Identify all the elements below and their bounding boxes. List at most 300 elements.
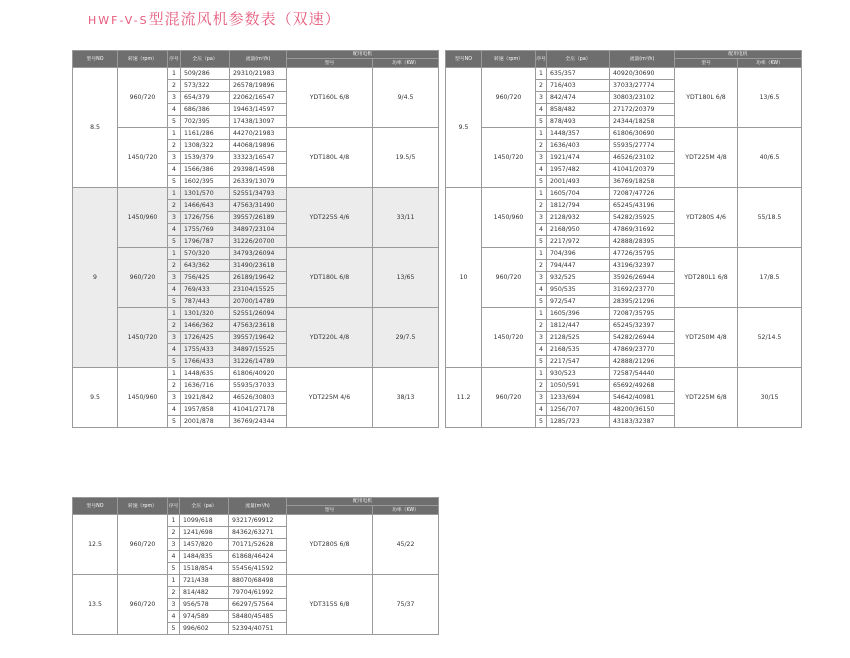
seq-cell: 2 [168,380,181,392]
table-row [73,515,439,527]
flow-cell: 93217/69912 [229,515,287,527]
seq-cell: 2 [168,587,180,599]
pressure-cell: 769/433 [181,284,230,296]
spec-table-right [445,50,802,428]
speed-cell: 960/720 [482,368,536,428]
col-header-speed: 转速（rpm） [118,51,168,68]
flow-cell: 22062/16547 [230,92,287,104]
seq-cell: 3 [536,332,547,344]
power-cell: 13/65 [373,248,439,308]
seq-cell: 1 [168,368,181,380]
pressure-cell: 2168/950 [547,224,610,236]
flow-cell: 47726/35795 [610,248,675,260]
pressure-cell: 1726/756 [181,212,230,224]
seq-cell: 5 [168,296,181,308]
flow-cell: 30803/23102 [610,92,675,104]
motor-model-cell: YDT280S 4/6 [675,188,738,248]
col-header-pressure: 全压（pa） [180,498,229,515]
flow-cell: 54282/35925 [610,212,675,224]
pressure-cell: 2128/932 [547,212,610,224]
seq-cell: 4 [536,284,547,296]
pressure-cell: 654/379 [181,92,230,104]
pressure-cell: 635/357 [547,68,610,80]
seq-cell: 5 [536,116,547,128]
seq-cell: 4 [536,344,547,356]
speed-cell: 1450/720 [118,128,168,188]
header-row [73,498,439,506]
table-row [73,68,439,80]
flow-cell: 26339/13079 [230,176,287,188]
seq-cell: 5 [536,296,547,308]
flow-cell: 47563/31490 [230,200,287,212]
flow-cell: 28395/21296 [610,296,675,308]
seq-cell: 1 [168,248,181,260]
flow-cell: 31226/14789 [230,356,287,368]
col-header-speed: 转速（rpm） [482,51,536,68]
flow-cell: 65245/32397 [610,320,675,332]
flow-cell: 65692/49268 [610,380,675,392]
seq-cell: 2 [168,140,181,152]
flow-cell: 20700/14789 [230,296,287,308]
pressure-cell: 2001/493 [547,176,610,188]
seq-cell: 5 [168,416,181,428]
flow-cell: 34793/26094 [230,248,287,260]
power-cell: 38/13 [373,368,439,428]
seq-cell: 1 [168,128,181,140]
pressure-cell: 1812/447 [547,320,610,332]
pressure-cell: 2001/878 [181,416,230,428]
col-header-motor: 配用电机 [287,51,439,59]
power-cell: 40/6.5 [738,128,802,188]
table-row [73,575,439,587]
col-header-flow: 流量(m³/h) [229,498,287,515]
pressure-cell: 1161/286 [181,128,230,140]
motor-model-cell: YDT225M 4/8 [675,128,738,188]
pressure-cell: 686/386 [181,104,230,116]
flow-cell: 19463/14597 [230,104,287,116]
motor-model-cell: YDT180L 4/8 [287,128,373,188]
pressure-cell: 1256/707 [547,404,610,416]
flow-cell: 34897/15525 [230,344,287,356]
motor-model-cell: YDT160L 6/8 [287,68,373,128]
flow-cell: 66297/57564 [229,599,287,611]
flow-cell: 52551/26094 [230,308,287,320]
table-row [73,248,439,260]
seq-cell: 3 [536,212,547,224]
seq-cell: 3 [536,152,547,164]
flow-cell: 79704/61992 [229,587,287,599]
seq-cell: 5 [168,623,180,635]
seq-cell: 1 [536,368,547,380]
flow-cell: 43196/32397 [610,260,675,272]
seq-cell: 1 [168,188,181,200]
pressure-cell: 1518/854 [180,563,229,575]
col-header-motor-model: 型号 [675,59,738,68]
model-no-cell: 10 [446,188,482,368]
motor-model-cell: YDT180L 6/8 [675,68,738,128]
pressure-cell: 787/443 [181,296,230,308]
col-header-seq: 序号 [168,51,181,68]
flow-cell: 47869/31692 [610,224,675,236]
flow-cell: 34897/23104 [230,224,287,236]
col-header-seq: 序号 [536,51,547,68]
flow-cell: 26578/19896 [230,80,287,92]
speed-cell: 960/720 [118,575,168,635]
power-cell: 33/11 [373,188,439,248]
seq-cell: 3 [168,92,181,104]
pressure-cell: 1726/425 [181,332,230,344]
pressure-cell: 1241/698 [180,527,229,539]
flow-cell: 54642/40981 [610,392,675,404]
flow-cell: 84362/63271 [229,527,287,539]
motor-model-cell: YDT280L1 6/8 [675,248,738,308]
flow-cell: 29398/14598 [230,164,287,176]
header-row [446,51,802,59]
model-no-cell: 9.5 [73,368,118,428]
seq-cell: 1 [168,515,180,527]
flow-cell: 72087/35795 [610,308,675,320]
pressure-cell: 721/438 [180,575,229,587]
flow-cell: 43183/32387 [610,416,675,428]
seq-cell: 3 [168,332,181,344]
seq-cell: 2 [536,80,547,92]
speed-cell: 960/720 [118,68,168,128]
flow-cell: 61806/30690 [610,128,675,140]
table-row [446,368,802,380]
flow-cell: 36769/24344 [230,416,287,428]
model-no-cell: 11.2 [446,368,482,428]
motor-model-cell: YDT180L 6/8 [287,248,373,308]
seq-cell: 5 [536,416,547,428]
pressure-cell: 1301/320 [181,308,230,320]
pressure-cell: 643/362 [181,260,230,272]
seq-cell: 4 [168,551,180,563]
seq-cell: 3 [168,539,180,551]
flow-cell: 47563/23618 [230,320,287,332]
pressure-cell: 878/493 [547,116,610,128]
seq-cell: 4 [168,404,181,416]
flow-cell: 52551/34793 [230,188,287,200]
power-cell: 17/8.5 [738,248,802,308]
col-header-speed: 转速（rpm） [118,498,168,515]
flow-cell: 55935/27774 [610,140,675,152]
pressure-cell: 2168/535 [547,344,610,356]
seq-cell: 5 [168,236,181,248]
page-title [88,8,341,29]
seq-cell: 4 [168,164,181,176]
flow-cell: 41041/20379 [610,164,675,176]
pressure-cell: 974/589 [180,611,229,623]
seq-cell: 5 [536,236,547,248]
flow-cell: 61806/40920 [230,368,287,380]
pressure-cell: 704/396 [547,248,610,260]
flow-cell: 54282/26944 [610,332,675,344]
col-header-motor-model: 型号 [287,506,373,515]
pressure-cell: 1755/433 [181,344,230,356]
pressure-cell: 1957/482 [547,164,610,176]
pressure-cell: 1466/643 [181,200,230,212]
seq-cell: 4 [168,611,180,623]
motor-model-cell: YDT220L 4/8 [287,308,373,368]
speed-cell: 960/720 [118,248,168,308]
seq-cell: 3 [536,92,547,104]
speed-cell: 1450/960 [118,188,168,248]
table-row [73,188,439,200]
seq-cell: 4 [168,224,181,236]
pressure-cell: 1957/858 [181,404,230,416]
pressure-cell: 1448/635 [181,368,230,380]
seq-cell: 4 [536,104,547,116]
pressure-cell: 972/547 [547,296,610,308]
pressure-cell: 1050/591 [547,380,610,392]
motor-model-cell: YDT315S 6/8 [287,575,373,635]
flow-cell: 17438/13097 [230,116,287,128]
power-cell: 9/4.5 [373,68,439,128]
col-header-motor: 配用电机 [675,51,802,59]
pressure-cell: 1301/570 [181,188,230,200]
pressure-cell: 570/320 [181,248,230,260]
col-header-seq: 序号 [168,498,180,515]
pressure-cell: 1099/618 [180,515,229,527]
flow-cell: 41041/27178 [230,404,287,416]
flow-cell: 37033/27774 [610,80,675,92]
table-row [73,128,439,140]
pressure-cell: 2128/525 [547,332,610,344]
pressure-cell: 1636/403 [547,140,610,152]
pressure-cell: 509/286 [181,68,230,80]
seq-cell: 4 [168,284,181,296]
flow-cell: 44068/19896 [230,140,287,152]
seq-cell: 3 [168,272,181,284]
table-row [446,188,802,200]
flow-cell: 31490/23618 [230,260,287,272]
spec-table-bottom [72,497,439,635]
power-cell: 55/18.5 [738,188,802,248]
pressure-cell: 1605/396 [547,308,610,320]
flow-cell: 44270/21983 [230,128,287,140]
seq-cell: 3 [168,599,180,611]
pressure-cell: 996/602 [180,623,229,635]
seq-cell: 3 [168,392,181,404]
seq-cell: 1 [536,188,547,200]
title-main: 型混流风机参数表（双速） [148,10,341,28]
power-cell: 52/14.5 [738,308,802,368]
seq-cell: 4 [168,344,181,356]
seq-cell: 4 [168,104,181,116]
pressure-cell: 756/425 [181,272,230,284]
pressure-cell: 1921/474 [547,152,610,164]
pressure-cell: 1539/379 [181,152,230,164]
pressure-cell: 1636/716 [181,380,230,392]
power-cell: 13/6.5 [738,68,802,128]
col-header-power: 功率（KW） [738,59,802,68]
pressure-cell: 794/447 [547,260,610,272]
col-header-power: 功率（KW） [373,59,439,68]
motor-model-cell: YDT225M 4/6 [287,368,373,428]
pressure-cell: 1457/820 [180,539,229,551]
seq-cell: 2 [536,140,547,152]
flow-cell: 24344/18258 [610,116,675,128]
model-no-cell: 13.5 [73,575,118,635]
seq-cell: 3 [168,152,181,164]
flow-cell: 65245/43196 [610,200,675,212]
title-model-prefix: HWF-V-S [88,14,149,27]
seq-cell: 2 [536,380,547,392]
pressure-cell: 842/474 [547,92,610,104]
seq-cell: 3 [168,212,181,224]
seq-cell: 5 [536,176,547,188]
flow-cell: 29310/21983 [230,68,287,80]
power-cell: 30/15 [738,368,802,428]
seq-cell: 1 [168,575,180,587]
pressure-cell: 858/482 [547,104,610,116]
seq-cell: 2 [168,260,181,272]
table-row [446,248,802,260]
spec-table-left [72,50,439,428]
col-header-motor: 配用电机 [287,498,439,506]
speed-cell: 1450/720 [482,128,536,188]
pressure-cell: 950/535 [547,284,610,296]
flow-cell: 42888/28395 [610,236,675,248]
flow-cell: 72087/47726 [610,188,675,200]
table-row [73,368,439,380]
flow-cell: 31692/23770 [610,284,675,296]
seq-cell: 5 [168,356,181,368]
pressure-cell: 1602/395 [181,176,230,188]
flow-cell: 27172/20379 [610,104,675,116]
pressure-cell: 1796/787 [181,236,230,248]
pressure-cell: 573/322 [181,80,230,92]
col-header-power: 功率（KW） [373,506,439,515]
flow-cell: 26189/19642 [230,272,287,284]
seq-cell: 3 [536,392,547,404]
col-header-motor-model: 型号 [287,59,373,68]
flow-cell: 36769/18258 [610,176,675,188]
col-header-model-no: 型号NO [73,498,118,515]
col-header-model-no: 型号NO [73,51,118,68]
pressure-cell: 1448/357 [547,128,610,140]
seq-cell: 5 [168,116,181,128]
flow-cell: 47869/23770 [610,344,675,356]
flow-cell: 58480/45485 [229,611,287,623]
pressure-cell: 1605/704 [547,188,610,200]
power-cell: 75/37 [373,575,439,635]
power-cell: 29/7.5 [373,308,439,368]
seq-cell: 3 [536,272,547,284]
speed-cell: 1450/720 [118,308,168,368]
flow-cell: 31226/20700 [230,236,287,248]
pressure-cell: 1285/723 [547,416,610,428]
table-row [446,68,802,80]
motor-model-cell: YDT250M 4/8 [675,308,738,368]
header-row [73,51,439,59]
speed-cell: 960/720 [482,68,536,128]
seq-cell: 4 [536,404,547,416]
pressure-cell: 1812/794 [547,200,610,212]
seq-cell: 2 [536,320,547,332]
pressure-cell: 814/482 [180,587,229,599]
seq-cell: 2 [168,320,181,332]
col-header-model-no: 型号NO [446,51,482,68]
col-header-pressure: 全压（pa） [181,51,230,68]
seq-cell: 1 [536,308,547,320]
flow-cell: 23104/15525 [230,284,287,296]
pressure-cell: 2217/547 [547,356,610,368]
seq-cell: 1 [536,68,547,80]
flow-cell: 46526/30803 [230,392,287,404]
speed-cell: 960/720 [482,248,536,308]
pressure-cell: 956/578 [180,599,229,611]
pressure-cell: 1484/835 [180,551,229,563]
flow-cell: 40920/30690 [610,68,675,80]
speed-cell: 1450/960 [482,188,536,248]
flow-cell: 33323/16547 [230,152,287,164]
pressure-cell: 1466/362 [181,320,230,332]
seq-cell: 4 [536,164,547,176]
pressure-cell: 930/523 [547,368,610,380]
flow-cell: 46526/23102 [610,152,675,164]
speed-cell: 1450/960 [118,368,168,428]
motor-model-cell: YDT225M 6/8 [675,368,738,428]
seq-cell: 5 [168,176,181,188]
flow-cell: 55935/37033 [230,380,287,392]
pressure-cell: 1566/386 [181,164,230,176]
pressure-cell: 2217/972 [547,236,610,248]
seq-cell: 1 [536,128,547,140]
flow-cell: 39557/26189 [230,212,287,224]
pressure-cell: 1755/769 [181,224,230,236]
seq-cell: 2 [168,80,181,92]
seq-cell: 1 [168,308,181,320]
seq-cell: 5 [536,356,547,368]
table-row [446,308,802,320]
seq-cell: 2 [168,527,180,539]
seq-cell: 4 [536,224,547,236]
pressure-cell: 1766/433 [181,356,230,368]
table-row [73,308,439,320]
col-header-flow: 流量(m³/h) [230,51,287,68]
flow-cell: 61868/46424 [229,551,287,563]
pressure-cell: 716/403 [547,80,610,92]
seq-cell: 5 [168,563,180,575]
seq-cell: 2 [536,200,547,212]
seq-cell: 1 [536,248,547,260]
flow-cell: 52394/40751 [229,623,287,635]
motor-model-cell: YDT225S 4/6 [287,188,373,248]
flow-cell: 72587/54440 [610,368,675,380]
flow-cell: 42888/21296 [610,356,675,368]
flow-cell: 39557/19642 [230,332,287,344]
pressure-cell: 1921/842 [181,392,230,404]
model-no-cell: 8.5 [73,68,118,188]
table-row [446,128,802,140]
flow-cell: 88070/68498 [229,575,287,587]
pressure-cell: 1308/322 [181,140,230,152]
seq-cell: 2 [536,260,547,272]
seq-cell: 1 [168,68,181,80]
flow-cell: 55456/41592 [229,563,287,575]
pressure-cell: 932/525 [547,272,610,284]
seq-cell: 2 [168,200,181,212]
model-no-cell: 12.5 [73,515,118,575]
model-no-cell: 9.5 [446,68,482,188]
pressure-cell: 702/395 [181,116,230,128]
col-header-flow: 流量(m³/h) [610,51,675,68]
speed-cell: 960/720 [118,515,168,575]
flow-cell: 48200/36150 [610,404,675,416]
power-cell: 45/22 [373,515,439,575]
model-no-cell: 9 [73,188,118,368]
